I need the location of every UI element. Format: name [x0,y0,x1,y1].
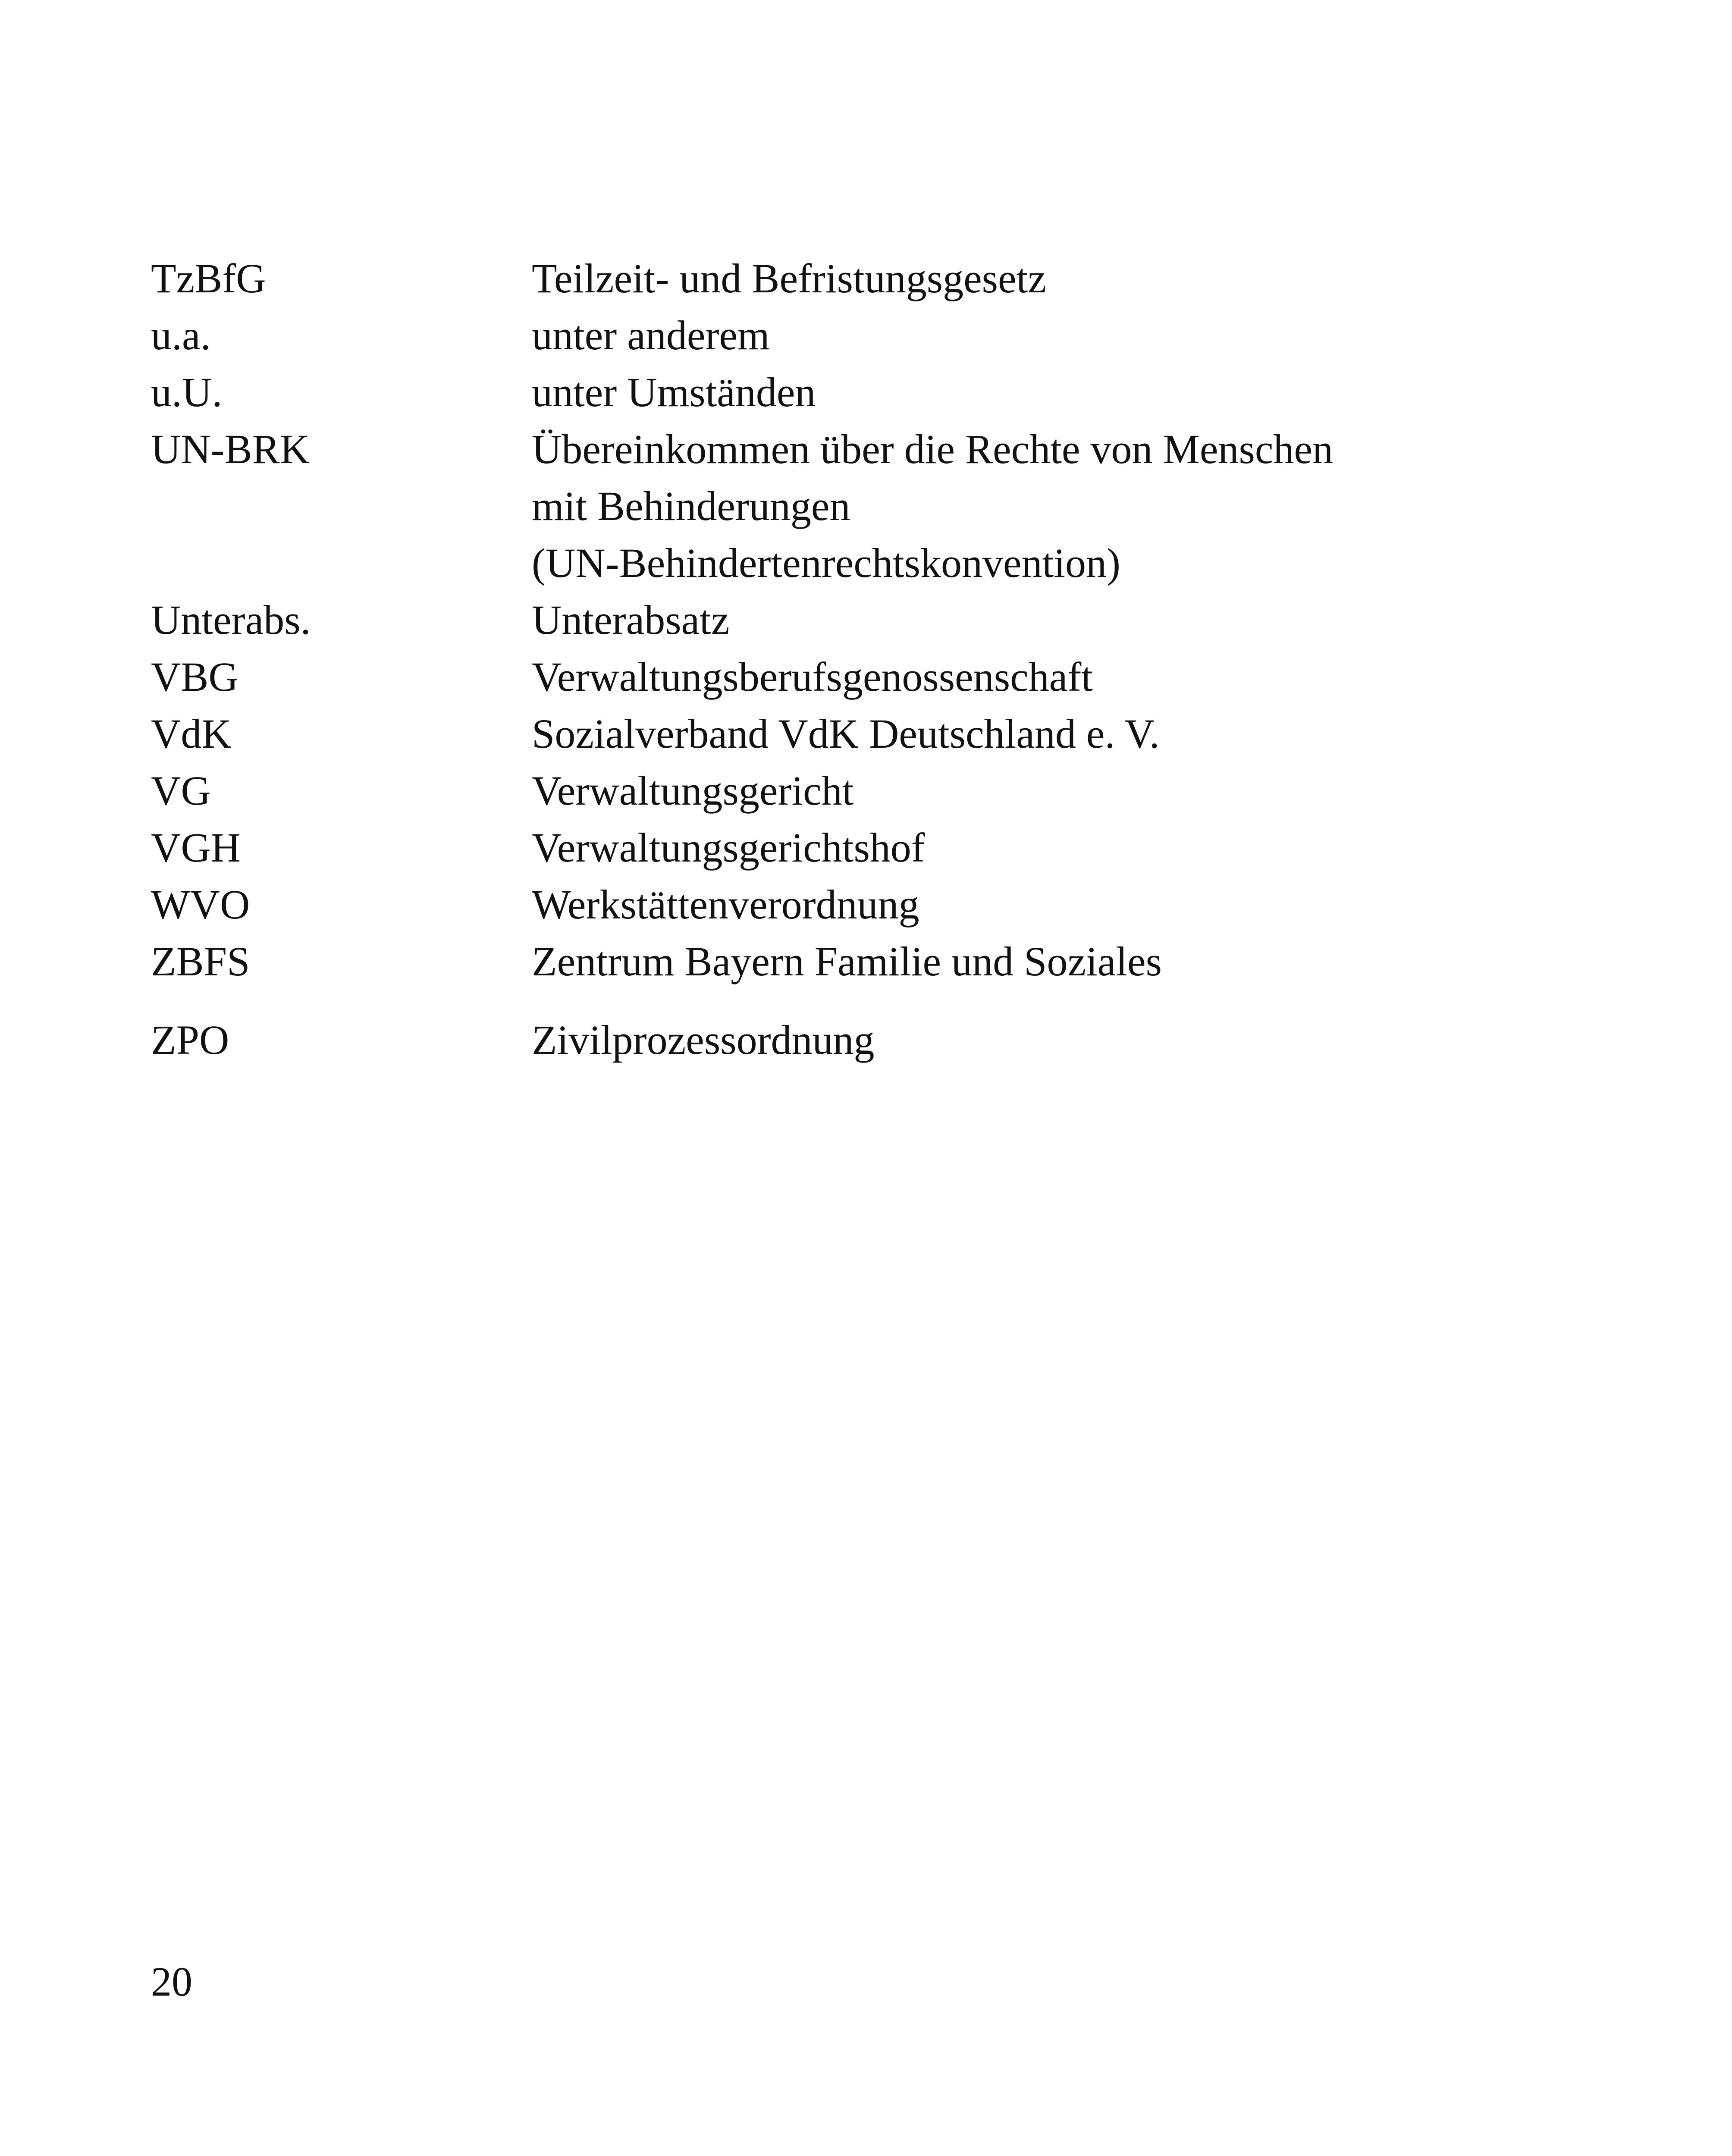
abbreviation-term: VG [151,768,211,814]
abbreviation-term: Unterabs. [151,597,311,643]
abbreviation-term: ZPO [151,1017,229,1063]
abbreviation-entry [151,421,1574,592]
abbreviation-entry [151,819,1574,876]
abbreviation-entry [151,705,1574,762]
abbreviation-entry [151,762,1574,819]
abbreviation-term: VdK [151,711,232,757]
abbreviation-entry [151,250,1574,307]
abbreviation-list [151,250,1574,1069]
abbreviation-term: u.a. [151,312,211,358]
abbreviation-meaning: Unterabsatz [532,597,730,643]
page-number: 20 [151,1959,192,2005]
abbreviation-meaning: Zentrum Bayern Familie und Soziales [532,938,1162,984]
abbreviation-entry [151,364,1574,421]
abbreviation-meaning: unter anderem [532,312,770,358]
abbreviation-entry [151,649,1574,705]
abbreviation-term: ZBFS [151,938,250,984]
abbreviation-entry [151,876,1574,933]
abbreviation-meaning: Verwaltungsberufsgenossenschaft [532,654,1093,700]
abbreviation-entry [151,933,1574,990]
abbreviation-entry [151,1012,1574,1069]
abbreviation-meaning: Verwaltungsgerichtshof [532,824,925,871]
abbreviation-term: u.U. [151,369,223,415]
abbreviation-term: UN-BRK [151,426,310,472]
abbreviation-meaning: Verwaltungsgericht [532,768,854,814]
abbreviation-term: VGH [151,824,241,871]
abbreviation-meaning: Werkstättenverordnung [532,881,919,928]
abbreviation-term: WVO [151,881,250,928]
abbreviation-meaning: Zivilprozessordnung [532,1017,875,1063]
abbreviation-entry [151,592,1574,649]
abbreviation-entry [151,307,1574,364]
abbreviation-meaning: Teilzeit- und Befristungsgesetz [532,255,1046,301]
abbreviation-term: VBG [151,654,238,700]
abbreviation-meaning: Übereinkommen über die Rechte von Menschen mit Behinderungen (UN-Behindertenrechtskonvention) [532,426,1334,586]
abbreviation-meaning: unter Umständen [532,369,816,415]
abbreviation-meaning: Sozialverband VdK Deutschland e. V. [532,711,1160,757]
abbreviation-term: TzBfG [151,255,266,301]
